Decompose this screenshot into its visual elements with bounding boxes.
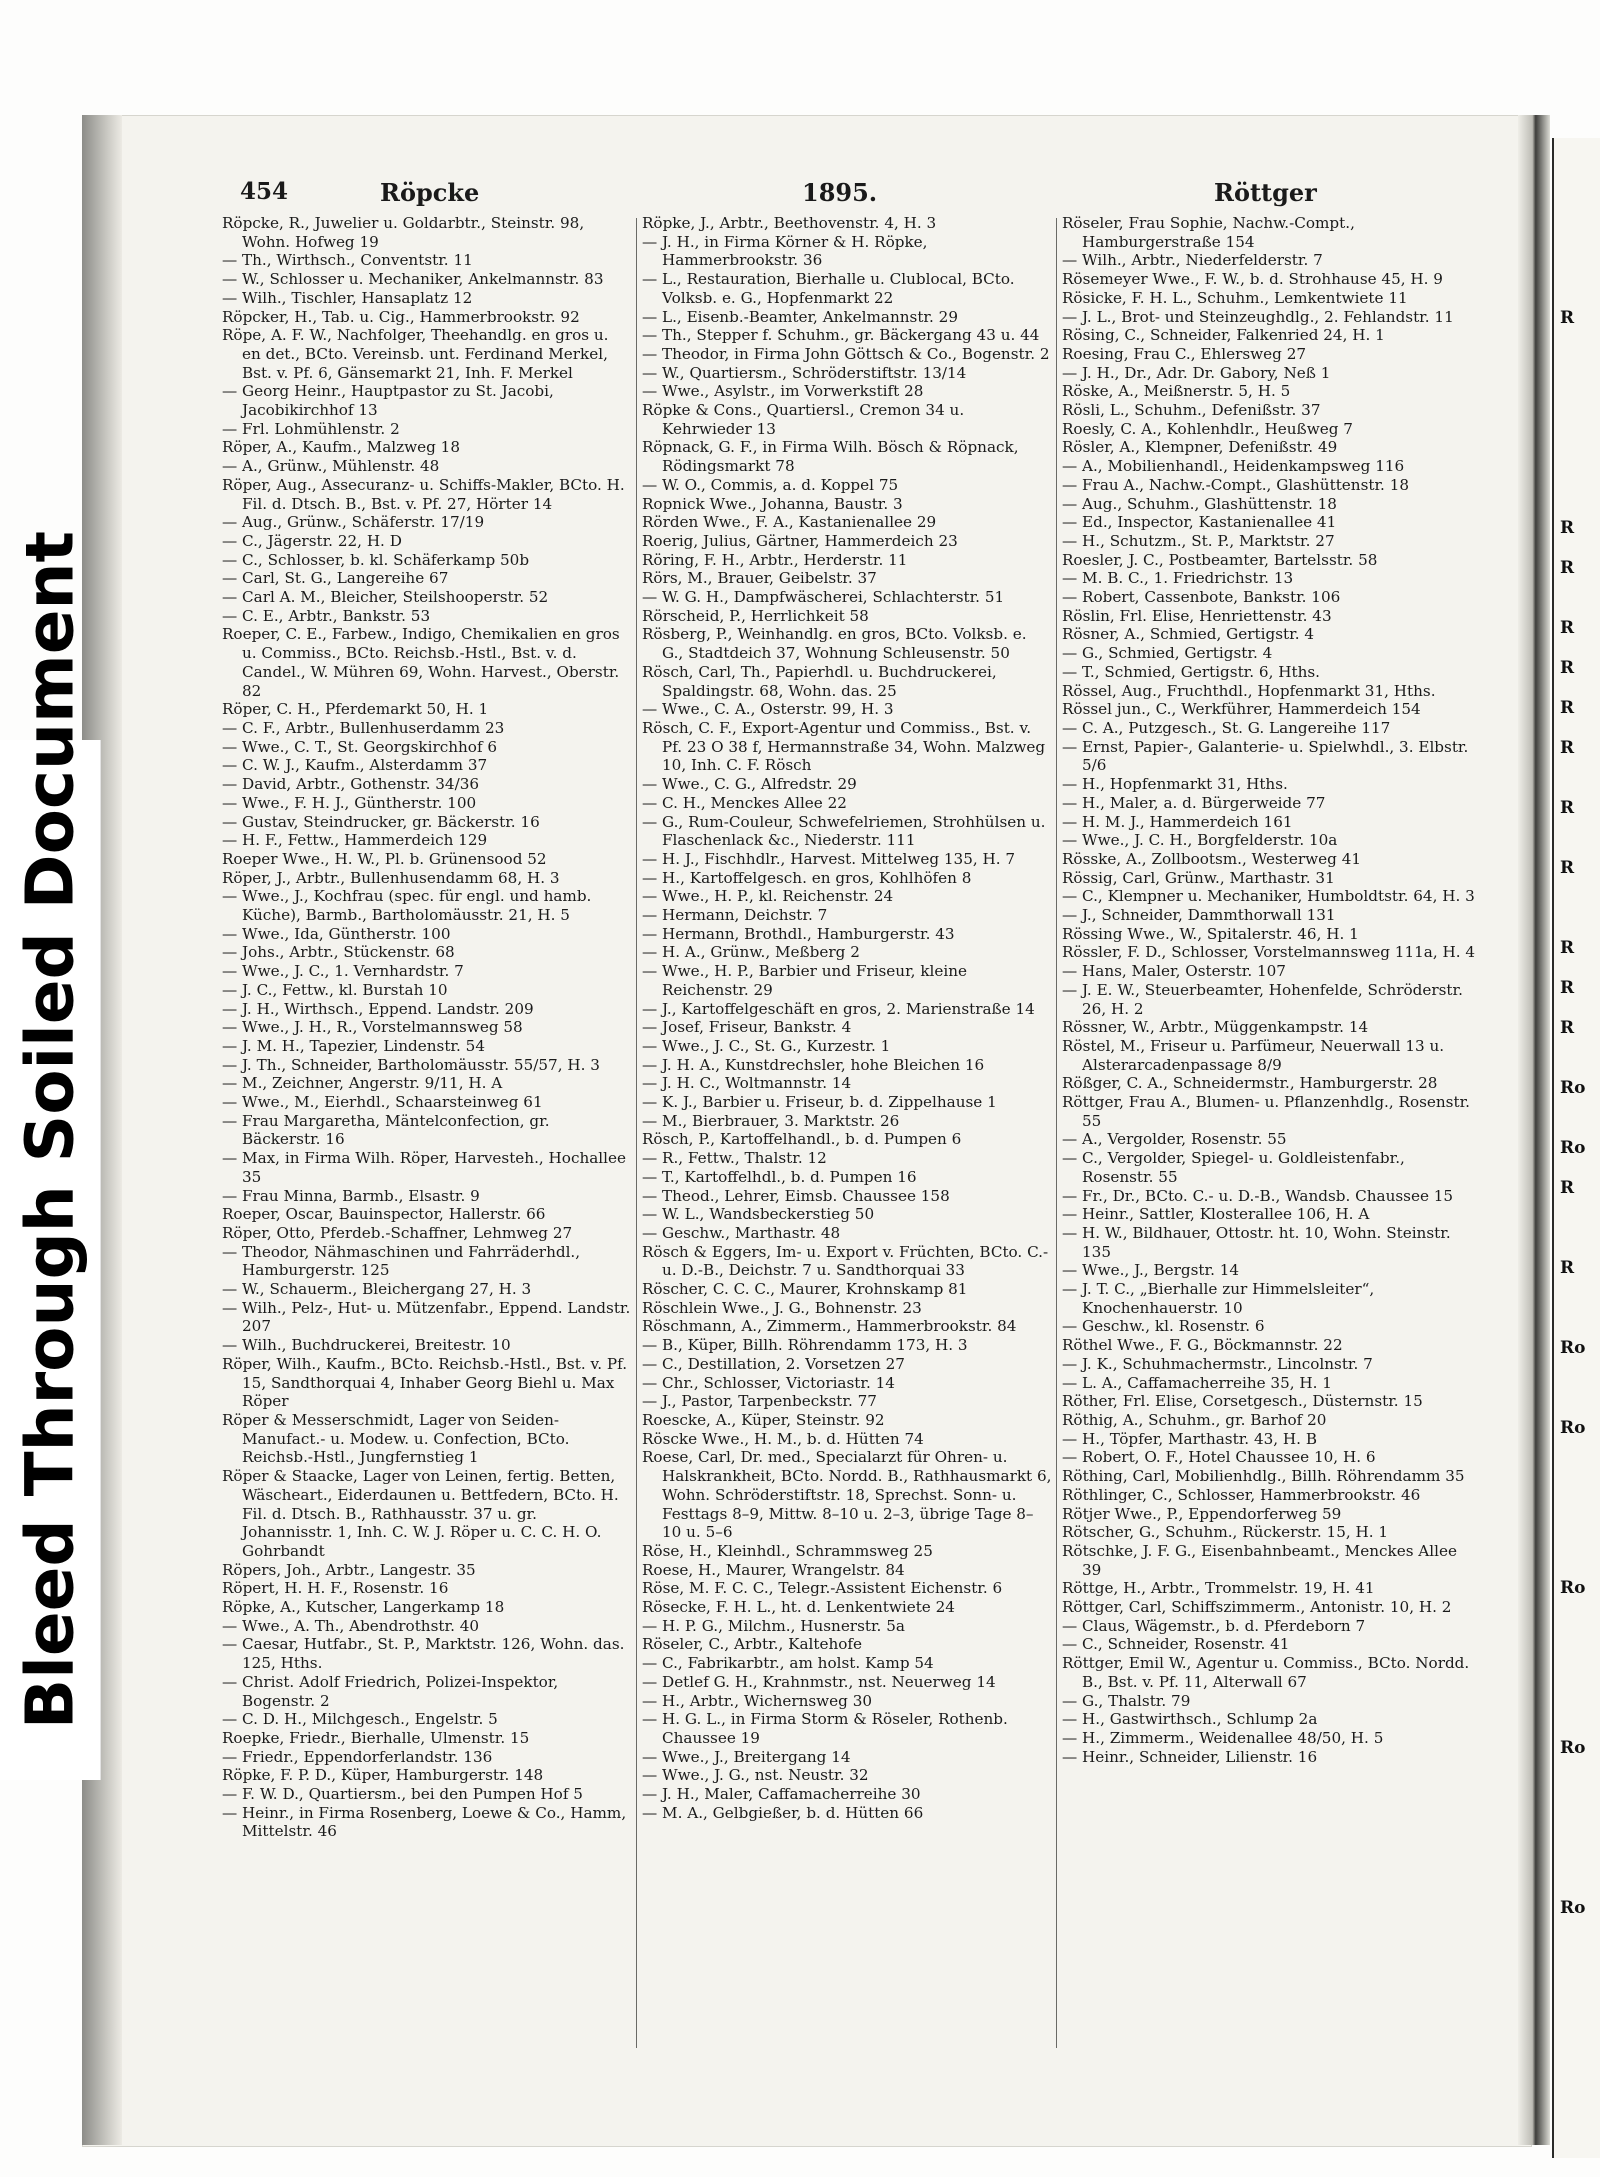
directory-entry: — F. W. D., Quartiersm., bei den Pumpen Hof 5 [222, 1785, 583, 1804]
directory-entry: — Theod., Lehrer, Eimsb. Chaussee 158 [642, 1186, 950, 1205]
directory-entry: — L., Eisenb.-Beamter, Ankelmannstr. 29 [642, 307, 958, 326]
page-edge-fold [1518, 115, 1550, 2145]
directory-entry: — Ernst, Papier-, Galanterie- u. Spielwhdl., 3. Elbstr. 5/6 [1062, 737, 1469, 775]
directory-entry: — H. M. J., Hammerdeich 161 [1062, 812, 1293, 831]
directory-entry: — Aug., Grünw., Schäferstr. 17/19 [222, 513, 485, 532]
directory-entry: Röscher, C. C. C., Maurer, Krohnskamp 81 [642, 1280, 968, 1299]
directory-entry: Röpke, J., Arbtr., Beethovenstr. 4, H. 3 [642, 214, 937, 232]
directory-entry: — Robert, O. F., Hotel Chaussee 10, H. 6 [1062, 1448, 1376, 1467]
directory-entry: — Wwe., M., Eierhdl., Schaarsteinweg 61 [222, 1093, 543, 1112]
left-running-head: Röpcke [380, 178, 480, 207]
directory-entry: Röther, Frl. Elise, Corsetgesch., Düsternstr. 15 [1062, 1392, 1423, 1411]
directory-entry: — J. H., in Firma Körner & H. Röpke, Hammerbrookstr. 36 [642, 232, 928, 270]
directory-entry: — Caesar, Hutfabr., St. P., Marktstr. 126, Wohn. das. 125, Hths. [222, 1635, 625, 1673]
directory-entry: Röper, Aug., Assecuranz- u. Schiffs-Makler, BCto. H. Fil. d. Dtsch. B., Bst. v. Pf. 27, Hörter 14 [222, 475, 625, 513]
directory-entry: — Wwe., J. C., St. G., Kurzestr. 1 [642, 1036, 891, 1055]
directory-entry: Roese, H., Maurer, Wrangelstr. 84 [642, 1560, 905, 1579]
directory-entry: Rösicke, F. H. L., Schuhm., Lemkentwiete 11 [1062, 288, 1408, 307]
directory-entry: — W., Schlosser u. Mechaniker, Ankelmannstr. 83 [222, 270, 604, 289]
directory-entry: — Wwe., J. H., R., Vorstelmannsweg 58 [222, 1018, 523, 1037]
directory-entry: Röttger, Carl, Schiffszimmerm., Antonistr. 10, H. 2 [1062, 1598, 1452, 1617]
directory-entry: — J. L., Brot- und Steinzeughdlg., 2. Fehlandstr. 11 [1062, 307, 1454, 326]
directory-entry: — G., Schmied, Gertigstr. 4 [1062, 644, 1273, 663]
adjacent-page-fragment: R [1560, 518, 1575, 538]
directory-entry: — A., Vergolder, Rosenstr. 55 [1062, 1130, 1287, 1149]
directory-column-2 [642, 214, 1052, 2074]
directory-entry: — J. K., Schuhmachermstr., Lincolnstr. 7 [1062, 1354, 1373, 1373]
directory-entry: — W., Schauerm., Bleichergang 27, H. 3 [222, 1280, 532, 1299]
directory-entry: — J. Th., Schneider, Bartholomäusstr. 55/57, H. 3 [222, 1055, 600, 1074]
adjacent-page-fragment: R [1560, 618, 1575, 638]
directory-entry: Rötschke, J. F. G., Eisenbahnbeamt., Menckes Allee 39 [1062, 1541, 1457, 1579]
directory-entry: — Wwe., J., Kochfrau (spec. für engl. und hamb. Küche), Barmb., Bartholomäusstr. 21, H. 5 [222, 887, 592, 925]
directory-entry: — Wwe., J., Breitergang 14 [642, 1747, 851, 1766]
page-header [222, 174, 1317, 214]
directory-entry: — H. G. L., in Firma Storm & Röseler, Rothenb. Chaussee 19 [642, 1710, 1008, 1747]
directory-entry: — Friedr., Eppendorferlandstr. 136 [222, 1747, 493, 1766]
directory-entry: Röske, A., Meißnerstr. 5, H. 5 [1062, 382, 1291, 401]
directory-entry: — C., Fabrikarbtr., am holst. Kamp 54 [642, 1654, 934, 1673]
directory-entry: — H., Arbtr., Wichernsweg 30 [642, 1691, 873, 1710]
directory-entry: Rötjer Wwe., P., Eppendorferweg 59 [1062, 1504, 1342, 1523]
directory-entry: — Frau Minna, Barmb., Elsastr. 9 [222, 1186, 480, 1205]
directory-entry: — Theodor, Nähmaschinen und Fahrräderhdl., Hamburgerstr. 125 [222, 1242, 581, 1280]
directory-entry: — Wwe., C. T., St. Georgskirchhof 6 [222, 737, 498, 756]
directory-entry: — M. B. C., 1. Friedrichstr. 13 [1062, 569, 1294, 588]
directory-entry: — H., Maler, a. d. Bürgerweide 77 [1062, 793, 1326, 812]
directory-entry: Rösing, C., Schneider, Falkenried 24, H. 1 [1062, 326, 1385, 345]
directory-entry: — H. W., Bildhauer, Ottostr. ht. 10, Wohn. Steinstr. 135 [1062, 1223, 1451, 1261]
directory-entry: — Wilh., Tischler, Hansaplatz 12 [222, 288, 473, 307]
page-number: 454 [240, 178, 289, 205]
directory-entry: — H. J., Fischhdlr., Harvest. Mittelweg 135, H. 7 [642, 849, 1016, 868]
directory-entry: — Max, in Firma Wilh. Röper, Harvesteh., Hochallee 35 [222, 1149, 626, 1186]
directory-entry: — Th., Wirthsch., Conventstr. 11 [222, 251, 473, 270]
directory-entry: Röthig, A., Schuhm., gr. Barhof 20 [1062, 1411, 1327, 1429]
directory-entry: Rösecke, F. H. L., ht. d. Lenkentwiete 24 [642, 1598, 955, 1617]
directory-entry: Rössler, F. D., Schlosser, Vorstelmannsweg 111a, H. 4 [1062, 943, 1476, 962]
directory-entry: — J., Kartoffelgeschäft en gros, 2. Marienstraße 14 [642, 999, 1035, 1018]
directory-entry: — Heinr., in Firma Rosenberg, Loewe & Co., Hamm, Mittelstr. 46 [222, 1803, 627, 1841]
directory-entry: — J. H., Maler, Caffamacherreihe 30 [642, 1785, 921, 1804]
directory-entry: — H. A., Grünw., Meßberg 2 [642, 943, 860, 962]
directory-entry: Röper, C. H., Pferdemarkt 50, H. 1 [222, 700, 489, 719]
directory-entry: — H. P. G., Milchm., Husnerstr. 5a [642, 1616, 905, 1635]
directory-entry: Röpke & Cons., Quartiersl., Cremon 34 u. Kehrwieder 13 [642, 401, 965, 438]
directory-entry: Rösler, A., Klempner, Defenißstr. 49 [1062, 438, 1338, 457]
directory-entry: — C. W. J., Kaufm., Alsterdamm 37 [222, 756, 488, 775]
directory-entry: — Geschw., Marthastr. 48 [642, 1223, 841, 1242]
adjacent-page-fragment: R [1560, 1018, 1575, 1038]
directory-entry: — H., Schutzm., St. P., Marktstr. 27 [1062, 531, 1335, 550]
directory-entry: — W. L., Wandsbeckerstieg 50 [642, 1205, 875, 1224]
directory-entry: — C., Vergolder, Spiegel- u. Goldleistenfabr., Rosenstr. 55 [1062, 1149, 1405, 1186]
stamp-text: Bleed Through Soiled Document [11, 530, 89, 1730]
right-running-head: Röttger [1214, 178, 1317, 207]
directory-entry: Röper, Wilh., Kaufm., BCto. Reichsb.-Hstl., Bst. v. Pf. 15, Sandthorquai 4, Inhaber Georg Biehl u. Max Röper [222, 1354, 628, 1411]
directory-entry: — Wilh., Arbtr., Niederfelderstr. 7 [1062, 251, 1323, 270]
directory-entry: Rörs, M., Brauer, Geibelstr. 37 [642, 569, 877, 588]
directory-entry: Rösch, Carl, Th., Papierhdl. u. Buchdruckerei, Spaldingstr. 68, Wohn. das. 25 [642, 662, 997, 700]
directory-entry: — Chr., Schlosser, Victoriastr. 14 [642, 1373, 895, 1392]
directory-entry: — Fr., Dr., BCto. C.- u. D.-B., Wandsb. Chaussee 15 [1062, 1186, 1454, 1205]
directory-entry: — Carl, St. G., Langereihe 67 [222, 569, 449, 588]
directory-entry: Röpcke, R., Juwelier u. Goldarbtr., Steinstr. 98, Wohn. Hofweg 19 [222, 214, 585, 251]
directory-entry: Röpert, H. H. F., Rosenstr. 16 [222, 1579, 449, 1598]
directory-entry: — Wwe., A. Th., Abendrothstr. 40 [222, 1616, 480, 1635]
directory-entry: Rößger, C. A., Schneidermstr., Hamburgerstr. 28 [1062, 1074, 1438, 1093]
directory-entry: — H., Töpfer, Marthastr. 43, H. B [1062, 1429, 1317, 1448]
directory-entry: — Hans, Maler, Osterstr. 107 [1062, 962, 1286, 981]
adjacent-page-strip [1552, 138, 1600, 2158]
directory-entry: Rösemeyer Wwe., F. W., b. d. Strohhause 45, H. 9 [1062, 270, 1443, 289]
directory-entry: — K. J., Barbier u. Friseur, b. d. Zippelhause 1 [642, 1093, 997, 1112]
adjacent-page-fragment: R [1560, 658, 1575, 678]
directory-entry: Röpe, A. F. W., Nachfolger, Theehandlg. en gros u. en det., BCto. Vereinsb. unt. Ferdinand Merkel, Bst. v. Pf. 6, Gänsemarkt 21, Inh. F. Merkel [222, 326, 609, 382]
column-divider [1056, 218, 1057, 2048]
directory-entry: Röttger, Frau A., Blumen- u. Pflanzenhdlg., Rosenstr. 55 [1062, 1093, 1470, 1130]
directory-entry: — Wwe., H. P., kl. Reichenstr. 24 [642, 887, 894, 906]
directory-entry: — C., Jägerstr. 22, H. D [222, 531, 402, 550]
directory-entry: Roesing, Frau C., Ehlersweg 27 [1062, 344, 1307, 363]
directory-entry: — L., Restauration, Bierhalle u. Clublocal, BCto. Volksb. e. G., Hopfenmarkt 22 [642, 270, 1015, 307]
directory-entry: — Wwe., C. A., Osterstr. 99, H. 3 [642, 700, 894, 719]
directory-entry: Röper & Messerschmidt, Lager von Seiden-Manufact.- u. Modew. u. Confection, BCto. Reichsb.-Hstl., Jungfernstieg 1 [222, 1411, 570, 1467]
directory-entry: — J. E. W., Steuerbeamter, Hohenfelde, Schröderstr. 26, H. 2 [1062, 980, 1463, 1018]
directory-entry: Röttger, Emil W., Agentur u. Commiss., BCto. Nordd. B., Bst. v. Pf. 11, Alterwall 67 [1062, 1654, 1470, 1691]
directory-entry: — J. H. A., Kunstdrechsler, hohe Bleichen 16 [642, 1055, 985, 1074]
directory-entry: — Aug., Schuhm., Glashüttenstr. 18 [1062, 494, 1337, 513]
directory-entry: — Theodor, in Firma John Göttsch & Co., Bogenstr. 2 [642, 344, 1050, 363]
column-divider [636, 218, 637, 2048]
directory-entry: — Wwe., J. C. H., Borgfelderstr. 10a [1062, 831, 1338, 850]
directory-entry: — C., Schneider, Rosenstr. 41 [1062, 1635, 1290, 1654]
directory-entry: Rörscheid, P., Herrlichkeit 58 [642, 606, 869, 625]
directory-entry: Rörden Wwe., F. A., Kastanienallee 29 [642, 513, 937, 532]
directory-column-3 [1062, 214, 1480, 2074]
directory-entry: Rösch, P., Kartoffelhandl., b. d. Pumpen 6 [642, 1130, 962, 1149]
directory-entry: Roepke, Friedr., Bierhalle, Ulmenstr. 15 [222, 1728, 530, 1747]
directory-entry: — Gustav, Steindrucker, gr. Bäckerstr. 16 [222, 812, 540, 831]
directory-entry: — L. A., Caffamacherreihe 35, H. 1 [1062, 1373, 1332, 1392]
directory-column-1 [222, 214, 632, 2074]
directory-entry: Röpnack, G. F., in Firma Wilh. Bösch & Röpnack, Rödingsmarkt 78 [642, 438, 1019, 476]
directory-entry: — C. D. H., Milchgesch., Engelstr. 5 [222, 1710, 498, 1729]
directory-entry: Röscke Wwe., H. M., b. d. Hütten 74 [642, 1429, 924, 1448]
directory-entry: Röslin, Frl. Elise, Henriettenstr. 43 [1062, 606, 1332, 625]
directory-entry: Rösch, C. F., Export-Agentur und Commiss., Bst. v. Pf. 23 O 38 f, Hermannstraße 34, Wohn. Malzweg 10, Inh. C. F. Rösch [642, 718, 1046, 775]
adjacent-page-fragment: Ro [1560, 1898, 1586, 1918]
directory-entry: — J., Pastor, Tarpenbeckstr. 77 [642, 1392, 877, 1411]
directory-entry: — T., Schmied, Gertigstr. 6, Hths. [1062, 662, 1320, 681]
directory-entry: — Wilh., Pelz-, Hut- u. Mützenfabr., Eppend. Landstr. 207 [222, 1298, 631, 1336]
directory-entry: Röthing, Carl, Mobilienhdlg., Billh. Röhrendamm 35 [1062, 1467, 1465, 1486]
directory-entry: Röper, J., Arbtr., Bullenhusendamm 68, H. 3 [222, 868, 560, 887]
directory-entry: — M., Zeichner, Angerstr. 9/11, H. A [222, 1074, 503, 1093]
directory-entry: Roese, Carl, Dr. med., Specialarzt für Ohren- u. Halskrankheit, BCto. Nordd. B., Rathhausmarkt 6, Wohn. Schröderstiftstr. 18, Sprechst. Sonn- u. Festtags 8–9, Mittw. 8–10 u. 2–3, übrige Tage 8–10 u. 5–6 [642, 1448, 1052, 1542]
directory-entry: — Heinr., Schneider, Lilienstr. 16 [1062, 1747, 1318, 1766]
directory-entry: — C., Klempner u. Mechaniker, Humboldtstr. 64, H. 3 [1062, 887, 1475, 906]
directory-entry: — Th., Stepper f. Schuhm., gr. Bäckergang 43 u. 44 [642, 326, 1040, 345]
directory-entry: — G., Rum-Couleur, Schwefelriemen, Strohhülsen u. Flaschenlack &c., Niederstr. 111 [642, 812, 1046, 850]
directory-entry: — Carl A. M., Bleicher, Steilshooperstr. 52 [222, 588, 549, 607]
directory-entry: — M. A., Gelbgießer, b. d. Hütten 66 [642, 1803, 924, 1822]
directory-entry: Rössing Wwe., W., Spitalerstr. 46, H. 1 [1062, 924, 1359, 943]
directory-entry: — C., Destillation, 2. Vorsetzen 27 [642, 1354, 905, 1373]
directory-entry: — Josef, Friseur, Bankstr. 4 [642, 1018, 852, 1037]
directory-entry: — Wwe., H. P., Barbier und Friseur, kleine Reichenstr. 29 [642, 962, 967, 999]
directory-entry: Roeper, C. E., Farbew., Indigo, Chemikalien en gros u. Commiss., BCto. Reichsb.-Hstl., Bst. v. d. Candel., W. Mühren 69, Wohn. Harvest., Oberstr. 82 [222, 625, 620, 700]
adjacent-page-fragment: R [1560, 978, 1575, 998]
adjacent-page-fragment: Ro [1560, 1738, 1586, 1758]
directory-entry: — Wwe., Asylstr., im Vorwerkstift 28 [642, 382, 924, 401]
directory-entry: — W. G. H., Dampfwäscherei, Schlachterstr. 51 [642, 588, 1005, 607]
directory-entry: — Detlef G. H., Krahnmstr., nst. Neuerweg 14 [642, 1672, 996, 1691]
directory-entry: Roerig, Julius, Gärtner, Hammerdeich 23 [642, 531, 958, 550]
adjacent-page-fragment: R [1560, 558, 1575, 578]
directory-entry: — Georg Heinr., Hauptpastor zu St. Jacobi, Jacobikirchhof 13 [222, 382, 554, 420]
directory-entry: Röper, Otto, Pferdeb.-Schaffner, Lehmweg 27 [222, 1223, 573, 1242]
directory-entry: — R., Fettw., Thalstr. 12 [642, 1149, 827, 1168]
directory-entry: — C., Schlosser, b. kl. Schäferkamp 50b [222, 550, 530, 569]
adjacent-page-fragment: Ro [1560, 1338, 1586, 1358]
directory-entry: Roeper Wwe., H. W., Pl. b. Grünensood 52 [222, 849, 547, 868]
directory-entry: — J., Schneider, Dammthorwall 131 [1062, 906, 1336, 925]
adjacent-page-fragment: R [1560, 938, 1575, 958]
directory-entry: Roescke, A., Küper, Steinstr. 92 [642, 1411, 885, 1429]
directory-entry: — H., Kartoffelgesch. en gros, Kohlhöfen 8 [642, 868, 972, 887]
directory-entry: — C. A., Putzgesch., St. G. Langereihe 117 [1062, 718, 1391, 737]
adjacent-page-fragment: Ro [1560, 1078, 1586, 1098]
directory-entry: Rötscher, G., Schuhm., Rückerstr. 15, H. 1 [1062, 1523, 1389, 1542]
directory-entry: — C. H., Menckes Allee 22 [642, 793, 847, 812]
adjacent-page-fragment: R [1560, 858, 1575, 878]
directory-entry: — Ed., Inspector, Kastanienallee 41 [1062, 513, 1337, 532]
directory-entry: Rössel jun., C., Werkführer, Hammerdeich 154 [1062, 700, 1421, 719]
directory-entry: — M., Bierbrauer, 3. Marktstr. 26 [642, 1111, 900, 1130]
directory-entry: Rössel, Aug., Fruchthdl., Hopfenmarkt 31, Hths. [1062, 681, 1436, 700]
directory-entry: — Frl. Lohmühlenstr. 2 [222, 419, 400, 438]
directory-entry: — J. H., Wirthsch., Eppend. Landstr. 209 [222, 999, 534, 1018]
directory-entry: Röpers, Joh., Arbtr., Langestr. 35 [222, 1560, 476, 1579]
directory-entry: Rösner, A., Schmied, Gertigstr. 4 [1062, 625, 1315, 644]
directory-entry: Röring, F. H., Arbtr., Herderstr. 11 [642, 550, 908, 569]
directory-entry: Roeper, Oscar, Bauinspector, Hallerstr. 66 [222, 1205, 546, 1224]
directory-entry: Röpke, A., Kutscher, Langerkamp 18 [222, 1598, 505, 1617]
adjacent-page-fragment: R [1560, 1258, 1575, 1278]
directory-entry: Rösske, A., Zollbootsm., Westerweg 41 [1062, 849, 1362, 868]
directory-entry: — H., Gastwirthsch., Schlump 2a [1062, 1710, 1318, 1729]
directory-entry: — J. C., Fettw., kl. Burstah 10 [222, 980, 448, 999]
directory-entry: — Christ. Adolf Friedrich, Polizei-Inspektor, Bogenstr. 2 [222, 1672, 559, 1710]
directory-entry: — Claus, Wägemstr., b. d. Pferdeborn 7 [1062, 1616, 1366, 1635]
directory-entry: — Wilh., Buchdruckerei, Breitestr. 10 [222, 1336, 511, 1355]
directory-entry: Ropnick Wwe., Johanna, Baustr. 3 [642, 494, 903, 513]
directory-entry: Rösberg, P., Weinhandlg. en gros, BCto. Volksb. e. G., Stadtdeich 37, Wohnung Schleusenstr. 50 [642, 625, 1027, 663]
directory-entry: — H. F., Fettw., Hammerdeich 129 [222, 831, 488, 850]
adjacent-page-fragment: Ro [1560, 1418, 1586, 1438]
directory-entry: Röpke, F. P. D., Küper, Hamburgerstr. 148 [222, 1766, 544, 1785]
adjacent-page-fragment: R [1560, 738, 1575, 758]
directory-entry: — Hermann, Deichstr. 7 [642, 906, 828, 925]
directory-entry: Rösli, L., Schuhm., Defenißstr. 37 [1062, 401, 1321, 420]
directory-entry: Röper & Staacke, Lager von Leinen, fertig. Betten, Wäscheart., Eiderdaunen u. Bettfedern, BCto. H. Fil. d. Dtsch. B., Rathhausstr. 37 u. gr. Johannisstr. 1, Inh. C. W. J. Röper u. C. C. H. O. Gohrbandt [222, 1467, 619, 1560]
directory-entry: — W. O., Commis, a. d. Koppel 75 [642, 475, 899, 494]
directory-entry: Röseler, Frau Sophie, Nachw.-Compt., Hamburgerstraße 154 [1062, 214, 1355, 251]
directory-entry: — Wwe., J. G., nst. Neustr. 32 [642, 1766, 869, 1785]
directory-entry: — Johs., Arbtr., Stückenstr. 68 [222, 943, 455, 962]
year-heading: 1895. [802, 178, 878, 207]
directory-entry: — Wwe., F. H. J., Güntherstr. 100 [222, 793, 477, 812]
directory-entry: — Wwe., J., Bergstr. 14 [1062, 1261, 1240, 1280]
directory-entry: — H., Hopfenmarkt 31, Hths. [1062, 775, 1288, 794]
directory-entry: — T., Kartoffelhdl., b. d. Pumpen 16 [642, 1167, 917, 1186]
adjacent-page-fragment: R [1560, 1178, 1575, 1198]
directory-entry: Rösch & Eggers, Im- u. Export v. Früchten, BCto. C.- u. D.-B., Deichstr. 7 u. Sandthorquai 33 [642, 1242, 1049, 1280]
directory-entry: — G., Thalstr. 79 [1062, 1691, 1191, 1710]
directory-entry: Roesler, J. C., Postbeamter, Bartelsstr. 58 [1062, 550, 1378, 569]
directory-entry: Rössner, W., Arbtr., Müggenkampstr. 14 [1062, 1018, 1369, 1037]
directory-entry: Röpcker, H., Tab. u. Cig., Hammerbrookstr. 92 [222, 307, 580, 326]
directory-entry: — C. E., Arbtr., Bankstr. 53 [222, 606, 431, 625]
directory-entry: — Robert, Cassenbote, Bankstr. 106 [1062, 588, 1341, 607]
directory-entry: — Frau Margaretha, Mäntelconfection, gr. Bäckerstr. 16 [222, 1111, 550, 1149]
directory-entry: Röper, A., Kaufm., Malzweg 18 [222, 438, 461, 457]
directory-entry: — H., Zimmerm., Weidenallee 48/50, H. 5 [1062, 1728, 1384, 1747]
directory-entry: — Hermann, Brothdl., Hamburgerstr. 43 [642, 924, 955, 943]
directory-entry: Röttge, H., Arbtr., Trommelstr. 19, H. 41 [1062, 1579, 1375, 1598]
directory-entry: Röstel, M., Friseur u. Parfümeur, Neuerwall 13 u. Alsterarcadenpassage 8/9 [1062, 1036, 1445, 1074]
directory-entry: — C. F., Arbtr., Bullenhuserdamm 23 [222, 718, 505, 737]
directory-entry: — J. T. C., „Bierhalle zur Himmelsleiter“, Knochenhauerstr. 10 [1062, 1280, 1375, 1317]
directory-entry: — Wwe., Ida, Güntherstr. 100 [222, 924, 451, 943]
directory-entry: — B., Küper, Billh. Röhrendamm 173, H. 3 [642, 1336, 968, 1355]
directory-entry: — A., Mobilienhandl., Heidenkampsweg 116 [1062, 457, 1405, 476]
directory-entry: — Wwe., J. C., 1. Vernhardstr. 7 [222, 962, 464, 981]
directory-entry: — Frau A., Nachw.-Compt., Glashüttenstr. 18 [1062, 475, 1410, 494]
adjacent-page-fragment: R [1560, 798, 1575, 818]
directory-entry: Röschmann, A., Zimmerm., Hammerbrookstr. 84 [642, 1317, 1017, 1336]
adjacent-page-fragment: Ro [1560, 1138, 1586, 1158]
directory-entry: — J. H., Dr., Adr. Dr. Gabory, Neß 1 [1062, 363, 1331, 382]
directory-entry: Röse, H., Kleinhdl., Schrammsweg 25 [642, 1541, 933, 1560]
directory-entry: — Wwe., C. G., Alfredstr. 29 [642, 775, 857, 794]
directory-entry: Röthel Wwe., F. G., Böckmannstr. 22 [1062, 1336, 1343, 1355]
directory-entry: — Heinr., Sattler, Klosterallee 106, H. A [1062, 1205, 1370, 1224]
adjacent-page-fragment: R [1560, 698, 1575, 718]
directory-entry: — Geschw., kl. Rosenstr. 6 [1062, 1317, 1265, 1336]
directory-entry: — W., Quartiersm., Schröderstiftstr. 13/14 [642, 363, 967, 382]
directory-entry: — David, Arbtr., Gothenstr. 34/36 [222, 775, 480, 794]
directory-entry: Roesly, C. A., Kohlenhdlr., Heußweg 7 [1062, 419, 1353, 438]
directory-entry: — A., Grünw., Mühlenstr. 48 [222, 457, 440, 476]
directory-entry: Rössig, Carl, Grünw., Marthastr. 31 [1062, 868, 1335, 887]
directory-entry: Röthlinger, C., Schlosser, Hammerbrookstr. 46 [1062, 1485, 1421, 1504]
directory-entry: Röseler, C., Arbtr., Kaltehofe [642, 1635, 863, 1654]
adjacent-page-fragment: Ro [1560, 1578, 1586, 1598]
directory-entry: Röschlein Wwe., J. G., Bohnenstr. 23 [642, 1298, 922, 1317]
directory-entry: — J. H. C., Woltmannstr. 14 [642, 1074, 852, 1093]
directory-entry: Röse, M. F. C. C., Telegr.-Assistent Eichenstr. 6 [642, 1579, 1003, 1598]
directory-entry: — J. M. H., Tapezier, Lindenstr. 54 [222, 1036, 486, 1055]
adjacent-page-fragment: R [1560, 308, 1575, 328]
